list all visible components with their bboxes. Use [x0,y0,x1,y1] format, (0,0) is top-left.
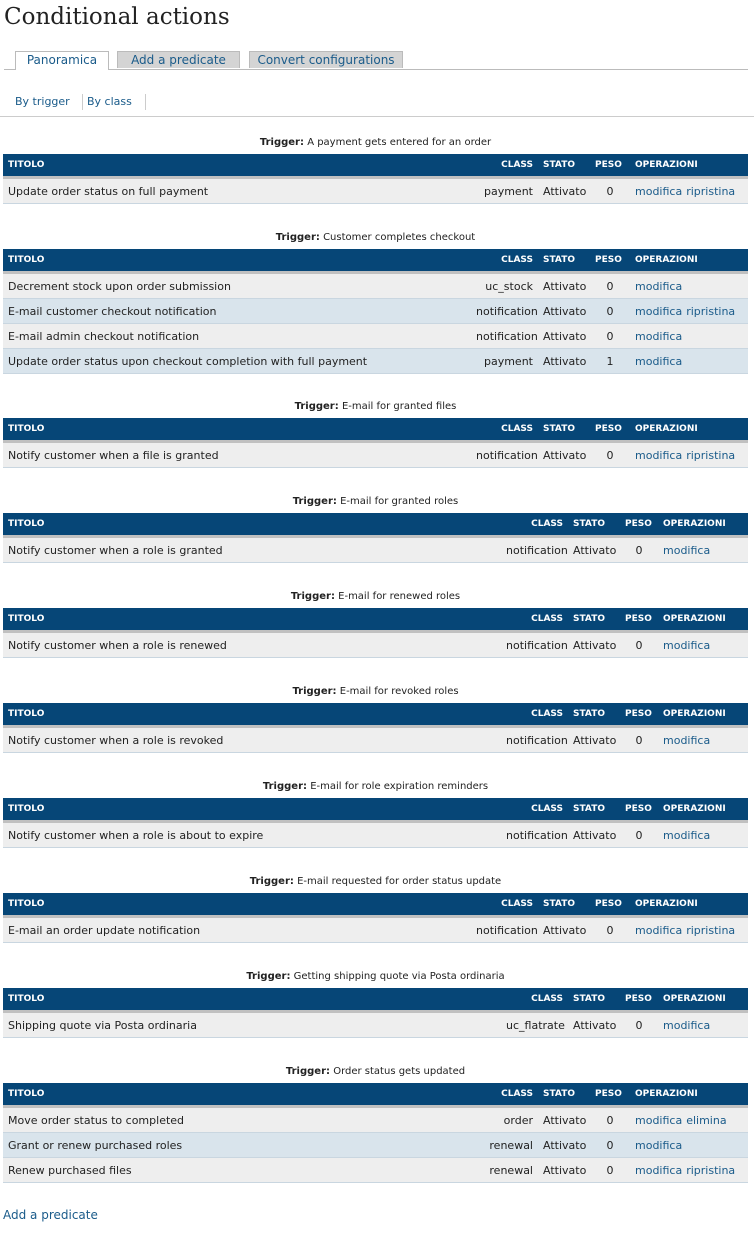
subtab-by-class[interactable]: By class [87,95,132,108]
modifica-link[interactable]: modifica [663,638,711,652]
trigger-heading [3,227,748,249]
predicate-state: Attivato [538,178,590,204]
column-header-operations[interactable]: OPERAZIONI [630,249,748,273]
predicate-weight: 0 [590,917,630,943]
predicate-operations [658,537,748,563]
column-header-weight[interactable]: PESO [590,1083,630,1107]
table-row [3,1012,748,1038]
trigger-name: E-mail for role expiration reminders [310,781,489,792]
table-row [3,273,748,299]
table-header-row [3,798,748,822]
table-header-row [3,893,748,917]
predicate-state: Attivato [568,632,620,658]
predicate-class: order [476,1107,538,1133]
table-row [3,632,748,658]
column-header-operations[interactable]: OPERAZIONI [658,798,748,822]
trigger-label: Trigger: [292,686,337,697]
predicate-class: notification [476,299,538,324]
predicate-operations [630,273,748,299]
column-header-state[interactable]: STATO [568,608,620,632]
predicate-class: notification [506,822,568,848]
column-header-state[interactable]: STATO [568,988,620,1012]
table-header-row [3,513,748,537]
column-header-title[interactable]: TITOLO [3,154,476,178]
column-header-title[interactable]: TITOLO [3,249,476,273]
predicate-operations [630,299,748,324]
column-header-state[interactable]: STATO [538,893,590,917]
predicate-operations [630,324,748,349]
subtab-divider [82,94,83,110]
predicate-operations [658,822,748,848]
trigger-label: Trigger: [285,1066,331,1077]
predicate-weight: 0 [620,822,658,848]
table-row [3,1158,748,1183]
table-row [3,299,748,324]
trigger-heading [3,966,748,988]
predicate-state: Attivato [538,324,590,349]
column-header-weight[interactable]: PESO [620,988,658,1012]
predicate-state: Attivato [538,299,590,324]
column-header-weight[interactable]: PESO [590,154,630,178]
predicate-title: Notify customer when a role is renewed [3,632,506,658]
table-header-row [3,249,748,273]
ripristina-link[interactable]: ripristina [686,448,736,462]
trigger-label: Trigger: [262,781,308,792]
predicate-title: Move order status to completed [3,1107,476,1133]
table-row [3,1107,748,1133]
predicate-operations [630,349,748,374]
primary-tabs [4,51,748,70]
trigger-name: Order status gets updated [333,1066,466,1077]
modifica-link[interactable]: modifica [635,304,683,318]
predicate-weight: 0 [590,1133,630,1158]
trigger-name: A payment gets entered for an order [307,137,492,148]
trigger-name: E-mail requested for order status update [297,876,502,887]
trigger-label: Trigger: [290,591,335,602]
column-header-title[interactable]: TITOLO [3,988,506,1012]
subtab-by-trigger[interactable]: By trigger [15,95,70,108]
trigger-heading [3,1061,748,1083]
column-header-title[interactable]: TITOLO [3,608,506,632]
predicate-weight: 0 [590,299,630,324]
predicate-weight: 0 [590,324,630,349]
modifica-link[interactable]: modifica [635,1138,683,1152]
predicate-title: Notify customer when a file is granted [3,442,476,468]
table-row [3,442,748,468]
predicate-class: payment [476,178,538,204]
column-header-state[interactable]: STATO [538,154,590,178]
column-header-class[interactable]: CLASS [476,154,538,178]
predicate-weight: 0 [620,537,658,563]
divider [0,116,754,117]
column-header-operations[interactable]: OPERAZIONI [630,418,748,442]
predicate-title: E-mail customer checkout notification [3,299,476,324]
modifica-link[interactable]: modifica [635,923,683,937]
ripristina-link[interactable]: ripristina [686,1163,736,1177]
trigger-name: E-mail for granted files [341,401,457,412]
trigger-name: Customer completes checkout [323,232,476,243]
column-header-title[interactable]: TITOLO [3,418,476,442]
trigger-label: Trigger: [292,496,337,507]
column-header-title[interactable]: TITOLO [3,703,506,727]
column-header-weight[interactable]: PESO [620,703,658,727]
column-header-state[interactable]: STATO [568,513,620,537]
predicate-title: Grant or renew purchased roles [3,1133,476,1158]
table-header-row [3,418,748,442]
trigger-heading [3,776,748,798]
trigger-group [3,776,748,848]
column-header-weight[interactable]: PESO [590,249,630,273]
predicate-weight: 0 [590,178,630,204]
trigger-heading [3,396,748,418]
column-header-class[interactable]: CLASS [476,249,538,273]
table-row [3,324,748,349]
trigger-label: Trigger: [259,137,304,148]
predicate-state: Attivato [538,442,590,468]
ripristina-link[interactable]: ripristina [686,923,736,937]
predicates-table [3,893,748,943]
column-header-title[interactable]: TITOLO [3,798,506,822]
column-header-operations[interactable]: OPERAZIONI [630,1083,748,1107]
table-row [3,1133,748,1158]
ripristina-link[interactable]: ripristina [686,184,736,198]
predicate-state: Attivato [538,349,590,374]
predicates-table [3,513,748,563]
table-header-row [3,988,748,1012]
predicate-class: renewal [476,1133,538,1158]
table-header-row [3,1083,748,1107]
predicate-state: Attivato [538,1107,590,1133]
column-header-title[interactable]: TITOLO [3,1083,476,1107]
modifica-link[interactable]: modifica [635,279,683,293]
predicate-title: Notify customer when a role is about to expire [3,822,506,848]
column-header-class[interactable]: CLASS [506,988,568,1012]
predicate-class: notification [506,537,568,563]
predicate-state: Attivato [568,537,620,563]
trigger-group [3,871,748,943]
modifica-link[interactable]: modifica [663,543,711,557]
trigger-heading [3,132,748,154]
modifica-link[interactable]: modifica [663,733,711,747]
trigger-group [3,132,748,204]
predicate-weight: 0 [590,1107,630,1133]
modifica-link[interactable]: modifica [635,1163,683,1177]
predicates-table [3,798,748,848]
predicate-operations [630,1158,748,1183]
predicate-state: Attivato [538,917,590,943]
predicate-weight: 0 [590,1158,630,1183]
predicate-operations [630,178,748,204]
predicate-class: notification [476,917,538,943]
predicate-class: payment [476,349,538,374]
modifica-link[interactable]: modifica [663,828,711,842]
trigger-group [3,586,748,658]
elimina-link[interactable]: elimina [686,1113,727,1127]
table-row [3,349,748,374]
trigger-label: Trigger: [275,232,320,243]
trigger-group [3,681,748,753]
column-header-class[interactable]: CLASS [476,1083,538,1107]
tab-convert-configurations[interactable]: Convert configurations [249,51,403,68]
modifica-link[interactable]: modifica [635,329,683,343]
predicate-operations [630,1133,748,1158]
predicate-class: uc_stock [476,273,538,299]
table-row [3,178,748,204]
tab-panoramica[interactable]: Panoramica [15,51,109,70]
predicate-title: Notify customer when a role is revoked [3,727,506,753]
predicate-title: Decrement stock upon order submission [3,273,476,299]
predicate-state: Attivato [568,727,620,753]
predicate-state: Attivato [538,1133,590,1158]
column-header-weight[interactable]: PESO [620,513,658,537]
tab-add-predicate[interactable]: Add a predicate [117,51,240,68]
predicate-state: Attivato [568,1012,620,1038]
trigger-name: E-mail for revoked roles [339,686,459,697]
modifica-link[interactable]: modifica [635,184,683,198]
table-header-row [3,703,748,727]
column-header-operations[interactable]: OPERAZIONI [658,703,748,727]
column-header-state[interactable]: STATO [538,1083,590,1107]
table-row [3,727,748,753]
predicates-table [3,703,748,753]
predicates-table [3,418,748,468]
column-header-class[interactable]: CLASS [476,893,538,917]
trigger-group [3,1061,748,1183]
column-header-operations[interactable]: OPERAZIONI [658,608,748,632]
trigger-group [3,396,748,468]
predicate-operations [630,1107,748,1133]
column-header-state[interactable]: STATO [538,418,590,442]
trigger-label: Trigger: [249,876,294,887]
predicate-operations [630,442,748,468]
predicate-title: E-mail admin checkout notification [3,324,476,349]
predicates-table [3,988,748,1038]
modifica-link[interactable]: modifica [635,448,683,462]
predicate-weight: 0 [590,442,630,468]
predicates-table [3,249,748,374]
column-header-weight[interactable]: PESO [620,608,658,632]
table-row [3,537,748,563]
predicate-weight: 1 [590,349,630,374]
column-header-title[interactable]: TITOLO [3,893,476,917]
column-header-class[interactable]: CLASS [506,608,568,632]
predicate-operations [658,727,748,753]
predicate-title: Notify customer when a role is granted [3,537,506,563]
column-header-operations[interactable]: OPERAZIONI [630,154,748,178]
column-header-state[interactable]: STATO [568,798,620,822]
column-header-class[interactable]: CLASS [476,418,538,442]
predicate-state: Attivato [568,822,620,848]
column-header-weight[interactable]: PESO [590,893,630,917]
trigger-heading [3,681,748,703]
predicate-state: Attivato [538,1158,590,1183]
trigger-heading [3,871,748,893]
predicate-weight: 0 [620,727,658,753]
column-header-weight[interactable]: PESO [590,418,630,442]
table-header-row [3,608,748,632]
predicates-table [3,1083,748,1183]
column-header-operations[interactable]: OPERAZIONI [630,893,748,917]
column-header-class[interactable]: CLASS [506,513,568,537]
trigger-heading [3,586,748,608]
predicate-title: Update order status on full payment [3,178,476,204]
column-header-title[interactable]: TITOLO [3,513,506,537]
modifica-link[interactable]: modifica [635,1113,683,1127]
table-row [3,822,748,848]
column-header-class[interactable]: CLASS [506,798,568,822]
column-header-state[interactable]: STATO [538,249,590,273]
predicate-class: notification [506,632,568,658]
trigger-label: Trigger: [246,971,291,982]
subtab-divider [145,94,146,110]
page-title: Conditional actions [4,4,230,30]
column-header-operations[interactable]: OPERAZIONI [658,988,748,1012]
predicate-weight: 0 [620,1012,658,1038]
predicate-weight: 0 [620,632,658,658]
predicate-class: notification [476,324,538,349]
predicate-class: notification [476,442,538,468]
trigger-heading [3,491,748,513]
predicate-class: notification [506,727,568,753]
secondary-tabs [0,94,754,114]
modifica-link[interactable]: modifica [663,1018,711,1032]
table-header-row [3,154,748,178]
trigger-group [3,227,748,374]
table-row [3,917,748,943]
predicate-operations [658,632,748,658]
predicates-table [3,608,748,658]
modifica-link[interactable]: modifica [635,354,683,368]
predicate-title: Shipping quote via Posta ordinaria [3,1012,506,1038]
column-header-state[interactable]: STATO [568,703,620,727]
trigger-name: E-mail for renewed roles [338,591,461,602]
trigger-name: E-mail for granted roles [340,496,459,507]
predicates-table [3,154,748,204]
trigger-group [3,491,748,563]
predicate-class: uc_flatrate [506,1012,568,1038]
predicate-title: Renew purchased files [3,1158,476,1183]
predicate-state: Attivato [538,273,590,299]
predicate-operations [658,1012,748,1038]
column-header-weight[interactable]: PESO [620,798,658,822]
predicate-operations [630,917,748,943]
predicate-weight: 0 [590,273,630,299]
trigger-name: Getting shipping quote via Posta ordinaria [293,971,505,982]
column-header-class[interactable]: CLASS [506,703,568,727]
add-predicate-link[interactable]: Add a predicate [3,1208,98,1222]
predicate-title: E-mail an order update notification [3,917,476,943]
column-header-operations[interactable]: OPERAZIONI [658,513,748,537]
ripristina-link[interactable]: ripristina [686,304,736,318]
predicate-title: Update order status upon checkout completion with full payment [3,349,476,374]
trigger-group [3,966,748,1038]
predicate-class: renewal [476,1158,538,1183]
trigger-label: Trigger: [294,401,339,412]
